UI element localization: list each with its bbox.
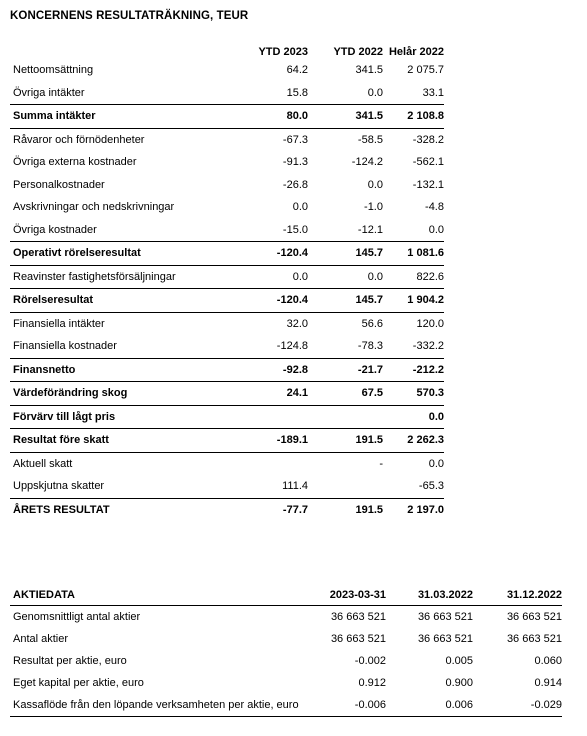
share-data-body [10, 606, 562, 717]
table-row [10, 452, 444, 475]
row-label: Finansnetto [10, 358, 229, 382]
row-label: Nettoomsättning [13, 64, 94, 77]
income-header-label [10, 41, 229, 59]
row-label: Eget kapital per aktie, euro [13, 677, 144, 689]
row-value: 64.2 [286, 64, 308, 77]
row-label: Antal aktier [13, 633, 69, 645]
table-row [10, 105, 444, 129]
income-statement-title: KONCERNENS RESULTATRÄKNING, TEUR [10, 10, 249, 22]
row-value: 570.3 [383, 382, 444, 406]
column-header-full-year-2022: Helår 2022 [388, 46, 444, 58]
row-value: - [379, 457, 383, 470]
table-row [10, 429, 444, 453]
row-value: 0.0 [428, 457, 444, 470]
row-label: Resultat före skatt [10, 429, 229, 453]
row-value: 0.0 [383, 219, 444, 242]
row-value: 2 108.8 [383, 105, 444, 129]
row-value: 0.0 [308, 265, 383, 289]
table-row [10, 265, 444, 289]
row-value: -562.1 [412, 156, 444, 169]
income-header-row [10, 41, 444, 59]
row-value: -91.3 [282, 156, 308, 169]
row-value: 111.4 [229, 475, 308, 498]
table-row [10, 475, 444, 498]
row-value: 2 075.7 [407, 64, 444, 77]
table-row [10, 405, 444, 429]
row-value: -332.2 [383, 335, 444, 358]
row-value: -15.0 [229, 219, 308, 242]
row-value: -1.0 [364, 201, 383, 214]
row-value: 0.006 [386, 694, 473, 717]
row-value: 341.5 [308, 105, 383, 129]
table-row [10, 128, 444, 151]
row-value: 24.1 [229, 382, 308, 406]
table-row [10, 312, 444, 335]
row-value: -92.8 [229, 358, 308, 382]
row-label: Avskrivningar och nedskrivningar [13, 201, 175, 214]
table-row [10, 606, 562, 629]
row-value: 0.0 [229, 265, 308, 289]
row-value [308, 405, 383, 429]
row-value: 1 081.6 [383, 242, 444, 266]
row-value: 191.5 [308, 429, 383, 453]
share-data-title: AKTIEDATA [10, 585, 304, 606]
row-value: -26.8 [282, 178, 308, 191]
row-value: 36 663 521 [417, 611, 473, 623]
row-value: 0.005 [445, 655, 473, 667]
row-value: 36 663 521 [506, 633, 562, 645]
row-value: -67.3 [282, 133, 308, 146]
table-row [10, 672, 562, 694]
row-value: 80.0 [229, 105, 308, 129]
column-header-31-12-2022: 31.12.2022 [473, 585, 562, 606]
row-label: Råvaror och förnödenheter [13, 133, 145, 146]
row-value [229, 405, 308, 429]
row-value [308, 475, 383, 498]
row-value: 15.8 [229, 82, 308, 105]
row-value: -124.8 [229, 335, 308, 358]
row-label: Personalkostnader [13, 178, 105, 191]
row-value: 145.7 [308, 289, 383, 313]
table-row [10, 151, 444, 174]
row-value: 0.0 [383, 405, 444, 429]
row-value: -77.7 [282, 503, 308, 516]
share-data-header-row [10, 585, 562, 606]
row-value: 120.0 [416, 317, 444, 330]
row-value: 0.060 [534, 655, 562, 667]
row-value: -65.3 [383, 475, 444, 498]
row-value: -189.1 [229, 429, 308, 453]
column-header-2023-03-31: 2023-03-31 [304, 585, 386, 606]
row-value: -124.2 [351, 156, 383, 169]
row-value: -0.002 [354, 655, 386, 667]
row-label: Värdeförändring skog [10, 382, 229, 406]
row-value: -12.1 [308, 219, 383, 242]
row-label: Summa intäkter [10, 105, 229, 129]
table-row [10, 289, 444, 313]
column-header-31-03-2022: 31.03.2022 [386, 585, 473, 606]
share-data-table [10, 585, 562, 717]
row-value: 36 663 521 [330, 611, 386, 623]
row-value: 0.0 [308, 82, 383, 105]
table-row [10, 335, 444, 358]
table-row [10, 382, 444, 406]
row-value: 0.0 [367, 178, 383, 191]
row-value: 0.912 [358, 677, 386, 689]
income-statement-table [10, 41, 444, 521]
row-label: Rörelseresultat [10, 289, 229, 313]
row-label: Kassaflöde från den löpande verksamheten per aktie, euro [10, 694, 304, 717]
row-value: -0.029 [473, 694, 562, 717]
row-value: 67.5 [308, 382, 383, 406]
row-label: ÅRETS RESULTAT [13, 503, 110, 516]
table-row [10, 219, 444, 242]
row-label: Förvärv till lågt pris [10, 405, 229, 429]
row-value [229, 452, 308, 475]
row-label: Uppskjutna skatter [10, 475, 229, 498]
row-value: 0.914 [534, 677, 562, 689]
table-row [10, 82, 444, 105]
table-row [10, 498, 444, 521]
row-value: -4.8 [425, 201, 444, 214]
table-row [10, 628, 562, 650]
table-row [10, 174, 444, 197]
income-statement-body [10, 59, 444, 521]
table-row [10, 650, 562, 672]
table-row [10, 694, 562, 717]
row-label: Genomsnittligt antal aktier [13, 611, 141, 623]
row-value: 191.5 [355, 503, 383, 516]
row-label: Övriga kostnader [10, 219, 229, 242]
row-value: 56.6 [361, 317, 383, 330]
row-value: 36 663 521 [506, 611, 562, 623]
column-header-ytd-2022: YTD 2022 [333, 46, 383, 58]
row-value: 32.0 [286, 317, 308, 330]
row-value: -132.1 [412, 178, 444, 191]
row-value: 2 262.3 [383, 429, 444, 453]
row-value: -21.7 [308, 358, 383, 382]
row-value: -58.5 [357, 133, 383, 146]
row-value: -0.006 [304, 694, 386, 717]
row-value: 145.7 [308, 242, 383, 266]
column-header-ytd-2023: YTD 2023 [258, 46, 308, 58]
row-value: 341.5 [355, 64, 383, 77]
row-value: 1 904.2 [383, 289, 444, 313]
table-row [10, 242, 444, 266]
row-value: 2 197.0 [407, 503, 444, 516]
table-row [10, 358, 444, 382]
table-row [10, 59, 444, 82]
row-label: Finansiella kostnader [10, 335, 229, 358]
row-value: -120.4 [229, 242, 308, 266]
row-value: 822.6 [383, 265, 444, 289]
row-label: Finansiella intäkter [13, 317, 105, 330]
row-label: Reavinster fastighetsförsäljningar [10, 265, 229, 289]
row-label: Övriga externa kostnader [13, 156, 137, 169]
row-value: 0.0 [292, 201, 308, 214]
row-value: 36 663 521 [417, 633, 473, 645]
row-value: -328.2 [412, 133, 444, 146]
row-value: -212.2 [383, 358, 444, 382]
row-label: Operativt rörelseresultat [10, 242, 229, 266]
row-value: -120.4 [229, 289, 308, 313]
row-value: 33.1 [383, 82, 444, 105]
row-label: Övriga intäkter [10, 82, 229, 105]
table-row [10, 196, 444, 219]
row-value: -78.3 [308, 335, 383, 358]
row-label: Resultat per aktie, euro [13, 655, 127, 667]
row-value: 0.900 [445, 677, 473, 689]
row-label: Aktuell skatt [13, 457, 73, 470]
row-value: 36 663 521 [330, 633, 386, 645]
